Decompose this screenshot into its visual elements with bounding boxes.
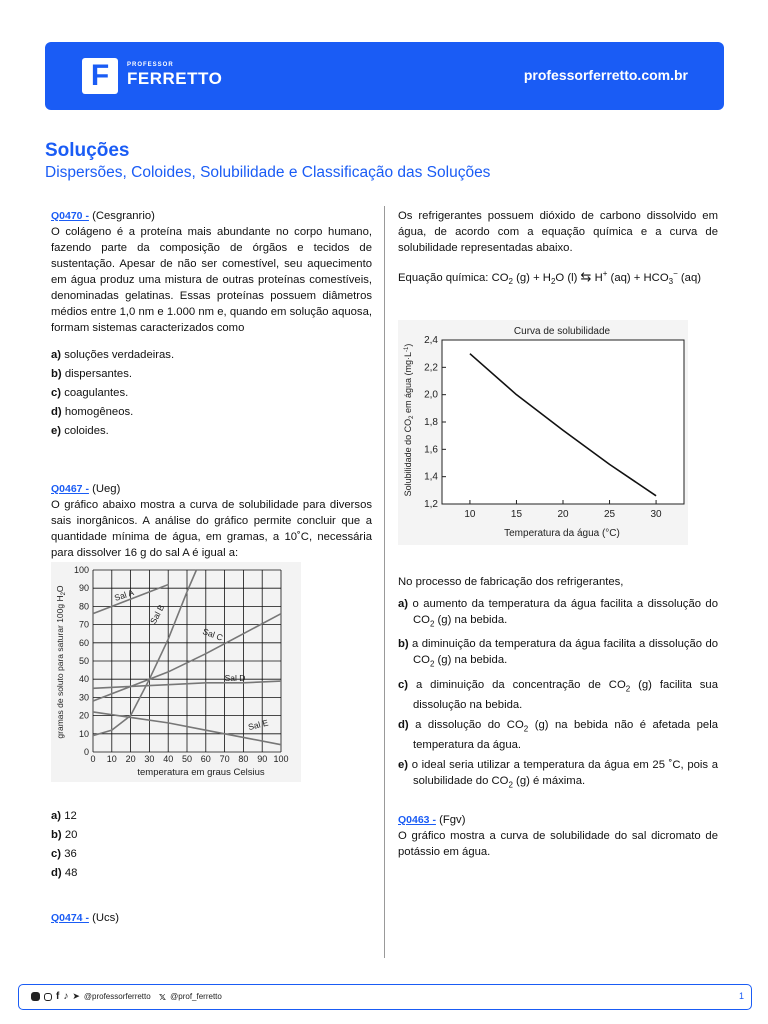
option-d[interactable]: d) 48	[51, 867, 78, 879]
y-tick-label: 90	[78, 583, 89, 594]
series-label: Sal A	[113, 587, 136, 603]
question-id: Q0467 -	[51, 483, 89, 495]
series-label: Sal B	[147, 602, 167, 626]
logo-name: FERRETTO	[127, 69, 223, 88]
question-q0470	[51, 208, 372, 442]
site-link[interactable]: professorferretto.com.br	[523, 67, 688, 83]
social-links	[31, 990, 222, 1003]
x-tick-label: 30	[650, 509, 662, 520]
y-axis-label: gramas de soluto para saturar 100g $H_2O$	[55, 585, 67, 739]
y-tick-label: 100	[73, 565, 89, 575]
facebook-icon[interactable]: f	[56, 991, 60, 1002]
y-axis-label: Solubilidade do $CO_2$ em água $(mg\cdot L^{-1})$	[403, 343, 415, 497]
question-text: O gráfico mostra a curva de solubilidade do sal dicromato de potássio em água.	[398, 830, 718, 858]
y-tick-label: 10	[78, 728, 89, 739]
x-tick-label: 10	[464, 509, 476, 520]
option-d[interactable]: d) homogêneos.	[51, 406, 134, 418]
option-b[interactable]: b) dispersantes.	[51, 368, 133, 380]
question-id: Q0463 -	[398, 814, 436, 826]
x-axis-label: temperatura em graus Celsius	[137, 767, 265, 778]
question-text: O colágeno é a proteína mais abundante no corpo humano, fazendo parte da composição de órgãos e tecidos de sustentação. Apesar de não ser comestível, seu aquecimento em água produz uma mistura de outras proteínas comestíveis, denominadas gelatinas. Essas proteínas possuem diâmetros médios entre 1,0 nm e 1.000 nm e, quando em solução aquosa, formam sistemas caracterizados como	[51, 226, 372, 334]
option-a[interactable]: a) soluções verdadeiras.	[51, 349, 175, 361]
x-tick-label: 40	[163, 754, 174, 764]
question-source: (Ueg)	[92, 483, 121, 495]
logo-subtitle: PROFESSOR	[127, 62, 174, 68]
question-source: (Ucs)	[92, 912, 120, 924]
handle-professorferretto[interactable]: @professorferretto	[83, 992, 151, 1001]
x-tick-label: 10	[106, 754, 117, 764]
x-tick-label: 70	[219, 754, 230, 764]
series-label: Sal E	[247, 717, 270, 733]
y-tick-label: 0	[83, 747, 89, 757]
y-tick-label: 40	[78, 674, 89, 685]
page-subtitle: Dispersões, Coloides, Solubilidade e Classificação das Soluções	[45, 164, 491, 181]
option-e[interactable]: e) coloides.	[51, 425, 109, 437]
y-tick-label: 60	[78, 637, 89, 648]
question-text: Os refrigerantes possuem dióxido de carbono dissolvido em água, de acordo com a equação química e a curva de solubilidade representadas abaixo.	[398, 210, 718, 254]
x-tick-label: 20	[557, 509, 569, 520]
footer-bar	[18, 984, 752, 1010]
question-q0467	[51, 481, 372, 561]
y-tick-label: 2,4	[424, 335, 438, 346]
option-b[interactable]: b) a diminuição da temperatura da água facilita a dissolução do $CO_2$ (g) na bebida.	[398, 638, 719, 669]
y-tick-label: 80	[78, 601, 89, 612]
youtube-icon[interactable]	[31, 992, 40, 1001]
chemical-equation: Equação química: $CO_2$ $(g) + H_2O$ (l) ⇆ H+ $(aq) + HCO_3^-$ (aq)	[398, 268, 701, 287]
y-tick-label: 20	[78, 710, 89, 721]
question-text: O gráfico abaixo mostra a curva de solubilidade para diversos sais inorgânicos. A análise do gráfico permite concluir que a quantidade mínima de água, em gramas, a 10˚C, necessária para dissolver 16 g do sal A é igual a:	[51, 499, 372, 559]
x-tick-label: 20	[125, 754, 136, 764]
series-label: Sal D	[224, 673, 246, 684]
x-tick-label: 50	[181, 754, 193, 764]
option-a[interactable]: a) o aumento da temperatura da água facilita a dissolução do $CO_2$ (g) na bebida.	[398, 598, 718, 629]
option-e[interactable]: e) o ideal seria utilizar a temperatura da água em 25 ˚C, pois a solubilidade do $CO_2$ (g) é máxima.	[398, 759, 718, 790]
x-tick-label: 0	[90, 754, 96, 764]
column-divider	[384, 206, 385, 958]
x-tick-label: 80	[238, 754, 249, 764]
y-tick-label: 50	[78, 656, 89, 666]
plot-area	[442, 340, 684, 504]
y-tick-label: 2,0	[424, 389, 438, 401]
option-c[interactable]: c) a diminuição da concentração de $CO_2$ (g) facilita sua dissolução na bebida.	[398, 678, 718, 711]
x-axis-label: Temperatura da água (°C)	[504, 528, 620, 539]
telegram-icon[interactable]: ➤	[72, 991, 80, 1001]
y-tick-label: 70	[78, 619, 89, 630]
question-q0474	[51, 910, 372, 926]
y-tick-label: 1,4	[424, 471, 438, 483]
chart-title: Curva de solubilidade	[513, 326, 611, 337]
question-source: (Cesgranrio)	[92, 210, 155, 222]
page-title: Soluções	[45, 140, 130, 161]
question-id: Q0470 -	[51, 210, 89, 222]
header-banner	[45, 42, 724, 110]
y-tick-label: 1,8	[424, 417, 438, 428]
tiktok-icon[interactable]: ♪	[63, 991, 69, 1002]
equilibrium-arrows-icon: ⇆	[580, 268, 592, 284]
series-label: Sal C	[201, 626, 225, 643]
page-number: 1	[738, 991, 744, 1001]
y-tick-label: 1,2	[424, 499, 438, 510]
question-co2	[398, 208, 718, 290]
option-c[interactable]: c) 36	[51, 848, 77, 860]
y-tick-label: 30	[78, 692, 89, 703]
ferretto-logo-icon: F	[82, 58, 118, 94]
x-tick-label: 30	[144, 754, 155, 764]
question-source: (Fgv)	[439, 814, 466, 826]
solubility-chart-salts	[51, 562, 301, 782]
x-tick-label: 60	[200, 754, 211, 764]
x-tick-label: 25	[603, 509, 616, 520]
x-icon[interactable]: 𝕩	[158, 991, 167, 1003]
co2-solubility-chart	[398, 320, 688, 545]
question-id: Q0474 -	[51, 912, 89, 924]
q0467-options	[51, 805, 372, 884]
y-tick-label: 2,2	[424, 362, 438, 374]
question-prompt: No processo de fabricação dos refrigerantes,	[398, 576, 624, 588]
option-b[interactable]: b) 20	[51, 829, 78, 841]
handle-prof-ferretto[interactable]: @prof_ferretto	[170, 992, 222, 1001]
x-tick-label: 15	[510, 509, 523, 520]
x-tick-label: 90	[257, 754, 268, 764]
option-d[interactable]: d) a dissolução do $CO_2$ (g) na bebida não é afetada pela temperatura da água.	[398, 718, 719, 751]
option-a[interactable]: a) 12	[51, 810, 77, 822]
instagram-icon[interactable]	[44, 993, 52, 1001]
x-tick-label: 100	[273, 754, 289, 764]
option-c[interactable]: c) coagulantes.	[51, 387, 129, 399]
co2-options	[398, 574, 718, 797]
y-tick-label: 1,6	[424, 444, 438, 456]
question-q0463	[398, 812, 718, 860]
